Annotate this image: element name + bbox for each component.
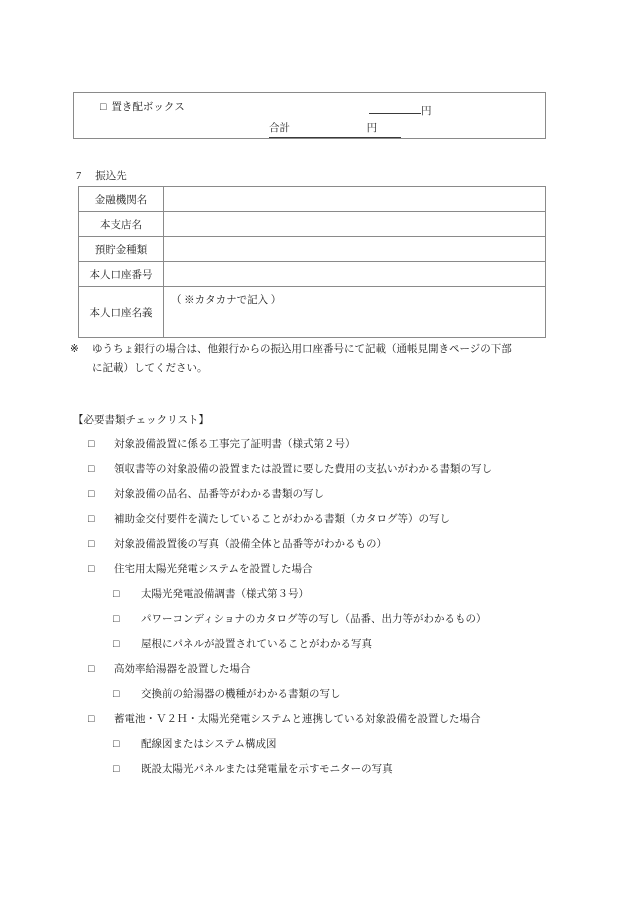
checklist-item-label: 対象設備の品名、品番等がわかる書類の写し (114, 489, 324, 500)
checklist-item[interactable] (73, 732, 573, 757)
row-label-branch: 本支店名 (79, 212, 164, 237)
row-input-financial-institution[interactable] (164, 187, 546, 212)
amount-box (73, 92, 546, 139)
checkbox-icon[interactable]: □ (88, 464, 95, 475)
row-label-account-number: 本人口座番号 (79, 262, 164, 287)
delivery-box-amount-blank[interactable] (369, 103, 421, 114)
checklist-item-label: パワーコンディショナのカタログ等の写し（品番、出力等がわかるもの） (141, 614, 487, 625)
checklist-item-label: 既設太陽光パネルまたは発電量を示すモニターの写真 (141, 764, 393, 775)
checklist-item-label: 住宅用太陽光発電システムを設置した場合 (114, 564, 313, 575)
checklist-item-label: 補助金交付要件を満たしていることがわかる書類（カタログ等）の写し (114, 514, 450, 525)
row-input-branch[interactable] (164, 212, 546, 237)
row-input-account-type[interactable] (164, 237, 546, 262)
checkbox-icon[interactable]: □ (113, 589, 120, 600)
row-label-account-holder: 本人口座名義 (79, 287, 164, 338)
checklist-item[interactable] (73, 632, 573, 657)
checklist-item[interactable] (73, 607, 573, 632)
checklist-item-label: 対象設備設置後の写真（設備全体と品番等がわかるもの） (114, 539, 387, 550)
yucho-note (70, 340, 570, 378)
delivery-box-checkbox[interactable]: □ (100, 102, 107, 113)
checkbox-icon[interactable]: □ (88, 564, 95, 575)
row-input-account-number[interactable] (164, 262, 546, 287)
checklist-item[interactable] (73, 507, 573, 532)
checklist-item[interactable] (73, 657, 573, 682)
checklist-item[interactable] (73, 557, 573, 582)
table-row (79, 187, 546, 212)
delivery-box-amount-unit: 円 (421, 106, 432, 117)
checklist-item-label: 屋根にパネルが設置されていることがわかる写真 (141, 639, 372, 650)
total-unit: 円 (366, 123, 378, 134)
note-line-1: ゆうちょ銀行の場合は、他銀行からの振込用口座番号にて記載（通帳見開きページの下部 (92, 344, 512, 355)
section-heading (76, 168, 127, 183)
checklist-item-label: 太陽光発電設備調書（様式第３号） (141, 589, 309, 600)
checklist-item[interactable] (73, 457, 573, 482)
checklist-item[interactable] (73, 757, 573, 782)
total-row (269, 124, 401, 138)
checklist-item[interactable] (73, 707, 573, 732)
table-row (79, 237, 546, 262)
delivery-box-row (100, 103, 185, 114)
checkbox-icon[interactable]: □ (113, 689, 120, 700)
note-mark: ※ (70, 344, 79, 355)
checklist-item[interactable] (73, 432, 573, 457)
checklist-item-label: 対象設備設置に係る工事完了証明書（様式第２号） (114, 439, 356, 450)
row-label-account-type: 預貯金種類 (79, 237, 164, 262)
checklist-item-label: 領収書等の対象設備の設置または設置に要した費用の支払いがわかる書類の写し (114, 464, 492, 475)
table-row (79, 287, 546, 338)
checklist-item-label: 交換前の給湯器の機種がわかる書類の写し (141, 689, 341, 700)
note-line-2: に記載）してください。 (92, 363, 208, 374)
checklist-item-label: 高効率給湯器を設置した場合 (114, 664, 251, 675)
checkbox-icon[interactable]: □ (113, 739, 120, 750)
required-documents-checklist (73, 432, 573, 782)
delivery-box-amount-field[interactable] (369, 103, 432, 118)
checklist-item[interactable] (73, 482, 573, 507)
checkbox-icon[interactable]: □ (88, 489, 95, 500)
checkbox-icon[interactable]: □ (113, 639, 120, 650)
checklist-item[interactable] (73, 682, 573, 707)
delivery-box-label: 置き配ボックス (111, 102, 185, 113)
bank-transfer-table (78, 186, 546, 338)
checkbox-icon[interactable]: □ (88, 514, 95, 525)
table-row (79, 212, 546, 237)
checkbox-icon[interactable]: □ (88, 714, 95, 725)
checkbox-icon[interactable]: □ (88, 539, 95, 550)
checkbox-icon[interactable]: □ (88, 439, 95, 450)
checkbox-icon[interactable]: □ (113, 614, 120, 625)
total-label: 合計 (269, 123, 290, 134)
table-row (79, 262, 546, 287)
checklist-item[interactable] (73, 582, 573, 607)
checkbox-icon[interactable]: □ (88, 664, 95, 675)
checklist-item[interactable] (73, 532, 573, 557)
checkbox-icon[interactable]: □ (113, 764, 120, 775)
row-input-account-holder[interactable]: （ ※カタカナで記入 ） (164, 287, 546, 338)
row-label-financial-institution: 金融機関名 (79, 187, 164, 212)
section-number: 7 (76, 171, 82, 182)
checklist-title: 【必要書類チェックリスト】 (73, 415, 209, 426)
checklist-item-label: 蓄電池・Ｖ２Ｈ・太陽光発電システムと連携している対象設備を設置した場合 (114, 714, 481, 725)
section-title: 振込先 (95, 171, 127, 182)
checklist-item-label: 配線図またはシステム構成図 (141, 739, 277, 750)
